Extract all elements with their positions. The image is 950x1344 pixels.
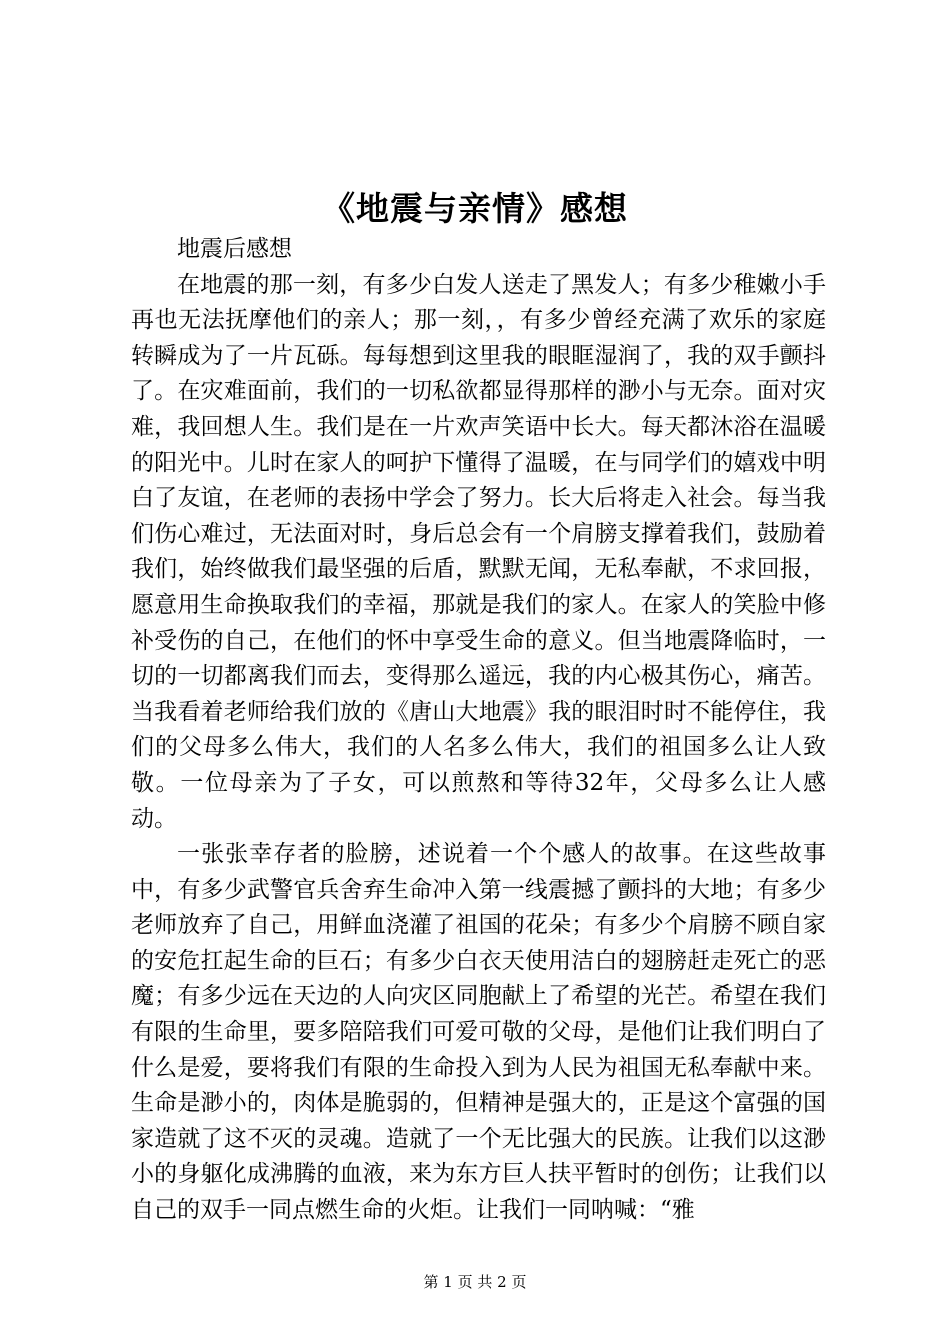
paragraph: 在地震的那一刻，有多少白发人送走了黑发人；有多少稚嫩小手再也无法抚摩他们的亲人；那一刻，，有多少曾经充满了欢乐的家庭转瞬成为了一片瓦砾。每每想到这里我的眼眶湿润了，我的双手颤抖了。在灾难面前，我们的一切私欲都显得那样的渺小与无奈。面对灾难，我回想人生。我们是在一片欢声笑语中长大。每天都沐浴在温暖的阳光中。儿时在家人的呵护下懂得了温暖，在与同学们的嬉戏中明白了友谊，在老师的表扬中学会了努力。长大后将走入社会。每当我们伤心难过，无法面对时，身后总会有一个肩膀支撑着我们，鼓励着我们，始终做我们最坚强的后盾，默默无闻，无私奉献，不求回报，愿意用生命换取我们的幸福，那就是我们的家人。在家人的笑脸中修补受伤的自己，在他们的怀中享受生命的意义。但当地震降临时，一切的一切都离我们而去，变得那么遥远，我的内心极其伤心，痛苦。当我看着老师给我们放的《唐山大地震》我的眼泪时时不能停住，我们的父母多么伟大，我们的人名多么伟大，我们的祖国多么让人致敬。一位母亲为了子女，可以煎熬和等待32年，父母多么让人感动。 xyxy=(131,271,826,832)
document-title: 《地震与亲情》感想 xyxy=(322,189,628,228)
document-body xyxy=(131,232,826,1229)
page-footer: 第 1 页 共 2 页 xyxy=(423,1273,527,1291)
paragraph-subtitle: 地震后感想 xyxy=(177,236,292,262)
paragraph: 一张张幸存者的脸膀，述说着一个个感人的故事。在这些故事中，有多少武警官兵舍弃生命冲入第一线震撼了颤抖的大地；有多少老师放弃了自己，用鲜血浇灌了祖国的花朵；有多少个肩膀不顾自家的安危扛起生命的巨石；有多少白衣天使用洁白的翅膀赶走死亡的恶魔；有多少远在天边的人向灾区同胞献上了希望的光芒。希望在我们有限的生命里，要多陪陪我们可爱可敬的父母，是他们让我们明白了什么是爱，要将我们有限的生命投入到为人民为祖国无私奉献中来。生命是渺小的，肉体是脆弱的，但精神是强大的，正是这个富强的国家造就了这不灭的灵魂。造就了一个无比强大的民族。让我们以这渺小的身躯化成沸腾的血液，来为东方巨人扶平暂时的创伤；让我们以自己的双手一同点燃生命的火炬。让我们一同呐喊：“雅 xyxy=(131,841,826,1224)
